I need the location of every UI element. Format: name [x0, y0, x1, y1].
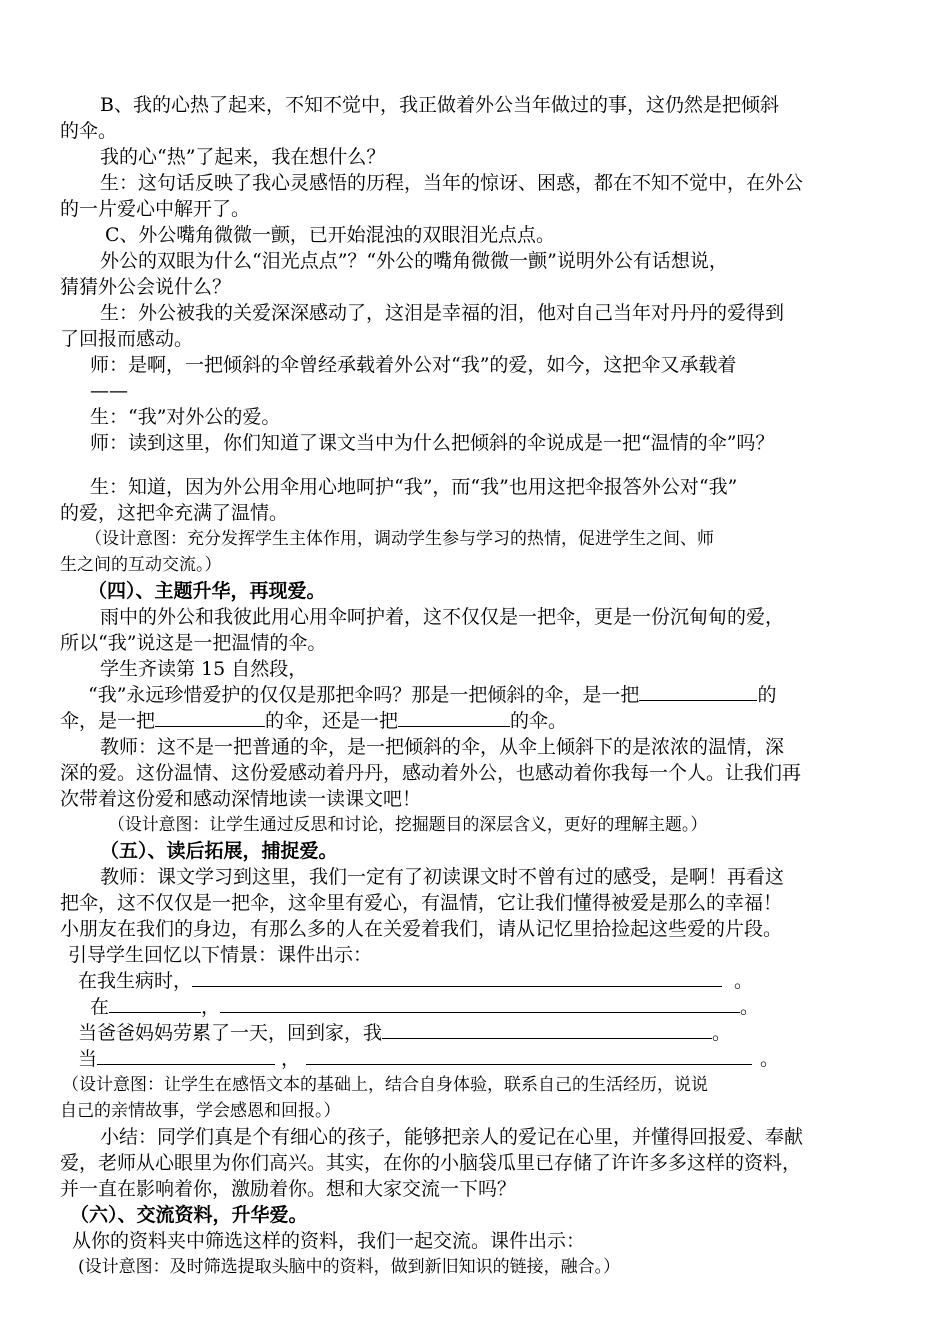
fill-blank-line: 当爸爸妈妈劳累了一天，回到家，我 。 — [78, 1022, 732, 1044]
answer-blank — [382, 1020, 712, 1039]
paragraph-line: 的伞。 — [60, 120, 118, 142]
paragraph-line: 并一直在影响着你，激励着你。想和大家交流一下吗？ — [60, 1178, 517, 1200]
paragraph-line: 雨中的外公和我彼此用心用伞呵护着，这不仅仅是一把伞，更是一份沉甸甸的爱， — [100, 606, 785, 628]
answer-blank — [97, 1046, 275, 1065]
design-intent-note: （设计意图：让学生通过反思和讨论，挖掘题目的深层含义，更好的理解主题。） — [108, 815, 708, 835]
fill-blank-line: 在我生病时， 。 — [78, 970, 754, 992]
answer-blank — [192, 968, 722, 987]
paragraph-line: 师：读到这里，你们知道了课文当中为什么把倾斜的伞说成是一把“温情的伞”吗？ — [90, 432, 775, 454]
paragraph-line: 的爱，这把伞充满了温情。 — [60, 502, 289, 524]
paragraph-line: B、我的心热了起来，不知不觉中，我正做着外公当年做过的事，这仍然是把倾斜 — [100, 94, 779, 116]
design-intent-note: 生之间的互动交流。） — [60, 555, 222, 575]
paragraph-line: 了回报而感动。 — [60, 328, 194, 350]
fill-blank-line: “我”永远珍惜爱护的仅仅是那把伞吗？那是一把倾斜的伞，是一把 的 — [88, 684, 777, 706]
paragraph-line: 外公的双眼为什么“泪光点点”？“外公的嘴角微微一颤”说明外公有话想说， — [100, 250, 728, 272]
paragraph-line: C、外公嘴角微微一颤，已开始混浊的双眼泪光点点。 — [105, 224, 555, 246]
paragraph-line: 的一片爱心中解开了。 — [60, 198, 251, 220]
answer-blank — [109, 994, 201, 1013]
paragraph-line: —— — [90, 380, 128, 402]
answer-blank — [639, 682, 757, 701]
paragraph-line: 师：是啊，一把倾斜的伞曾经承载着外公对“我”的爱，如今，这把伞又承载着 — [90, 354, 737, 376]
paragraph-line: 生：外公被我的关爱深深感动了，这泪是幸福的泪，他对自己当年对丹丹的爱得到 — [100, 302, 785, 324]
paragraph-line: 小结：同学们真是个有细心的孩子，能够把亲人的爱记在心里，并懂得回报爱、奉献 — [100, 1126, 804, 1148]
answer-blank — [220, 994, 740, 1013]
fill-blank-line: 当 ， 。 — [78, 1048, 780, 1070]
fill-blank-line: 伞，是一把 的伞，还是一把 的伞。 — [60, 710, 568, 732]
paragraph-line: 引导学生回忆以下情景：课件出示： — [68, 944, 373, 966]
paragraph-line: 所以“我”说这是一把温情的伞。 — [60, 632, 327, 654]
design-intent-note: 自己的亲情故事，学会感恩和回报。） — [60, 1101, 341, 1121]
paragraph-line: 爱，老师从心眼里为你们高兴。其实，在你的小脑袋瓜里已存储了许许多多这样的资料， — [60, 1152, 802, 1174]
section-heading: （六）、交流资料，升华爱。 — [70, 1204, 308, 1226]
paragraph-line: 从你的资料夹中筛选这样的资料，我们一起交流。课件出示： — [72, 1230, 586, 1252]
answer-blank — [306, 1046, 752, 1065]
design-intent-note: （设计意图：让学生在感悟文本的基础上，结合自身体验，联系自己的生活经历，说说 — [62, 1075, 708, 1095]
paragraph-line: 生：这句话反映了我心灵感悟的历程，当年的惊讶、困惑，都在不知不觉中，在外公 — [100, 172, 804, 194]
paragraph-line: 教师：这不是一把普通的伞，是一把倾斜的伞，从伞上倾斜下的是浓浓的温情，深 — [100, 736, 785, 758]
paragraph-line: 把伞，这不仅仅是一把伞，这伞里有爱心，有温情，它让我们懂得被爱是那么的幸福！ — [60, 892, 783, 914]
answer-blank — [398, 708, 510, 727]
paragraph-line: 次带着这份爱和感动深情地读一读课文吧！ — [60, 788, 422, 810]
answer-blank — [155, 708, 265, 727]
paragraph-line: 学生齐读第 15 自然段， — [100, 658, 308, 680]
paragraph-line: 猜猜外公会说什么？ — [60, 276, 232, 298]
paragraph-line: 生：知道，因为外公用伞用心地呵护“我”，而“我”也用这把伞报答外公对“我” — [90, 476, 738, 498]
paragraph-line: 深的爱。这份温情、这份爱感动着丹丹，感动着外公，也感动着你我每一个人。让我们再 — [60, 762, 802, 784]
section-heading: （四）、主题升华，再现爱。 — [88, 580, 326, 602]
fill-blank-line: 在 ， 。 — [90, 996, 760, 1018]
paragraph-line: 我的心“热”了起来，我在想什么？ — [100, 146, 386, 168]
section-heading: （五）、读后拓展，捕捉爱。 — [100, 840, 338, 862]
paragraph-line: 小朋友在我们的身边，有那么多的人在关爱着我们，请从记忆里拾捡起这些爱的片段。 — [60, 918, 783, 940]
design-intent-note: (设计意图：及时筛选提取头脑中的资料，做到新旧知识的链接，融合。） — [78, 1257, 621, 1277]
paragraph-line: 生：“我”对外公的爱。 — [90, 406, 281, 428]
paragraph-line: 教师：课文学习到这里，我们一定有了初读课文时不曾有过的感受，是啊！再看这 — [100, 866, 785, 888]
design-intent-note: （设计意图：充分发挥学生主体作用，调动学生参与学习的热情，促进学生之间、师 — [85, 529, 714, 549]
